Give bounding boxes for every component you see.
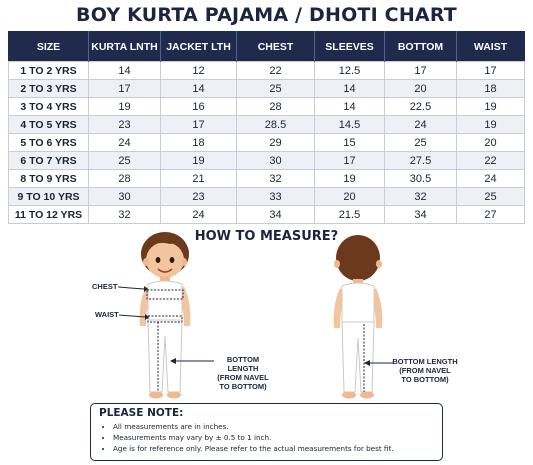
measurement-cell: 14.5 [315, 116, 385, 134]
waist-label: WAIST [95, 310, 119, 319]
measurement-cell: 12 [161, 62, 237, 80]
measurement-cell: 28 [237, 98, 315, 116]
measurement-cell: 30 [237, 152, 315, 170]
measurement-cell: 14 [89, 62, 161, 80]
measurement-cell: 20 [315, 188, 385, 206]
measurement-cell: 22 [457, 152, 525, 170]
table-row [9, 62, 525, 80]
measurement-cell: 32 [237, 170, 315, 188]
size-cell: 8 TO 9 YRS [9, 170, 89, 188]
measurement-cell: 17 [89, 80, 161, 98]
measurement-cell: 24 [161, 206, 237, 224]
measurement-cell: 34 [385, 206, 457, 224]
column-header: JACKET LTH [161, 32, 237, 62]
measurement-cell: 19 [457, 116, 525, 134]
measurement-cell: 17 [315, 152, 385, 170]
measurement-cell: 30.5 [385, 170, 457, 188]
measurement-cell: 24 [457, 170, 525, 188]
note-item: • Measurements may vary by ± 0.5 to 1 inch. [113, 432, 434, 443]
measurement-cell: 21.5 [315, 206, 385, 224]
table-row [9, 116, 525, 134]
measurement-cell: 16 [161, 98, 237, 116]
boy-back-illustration [318, 224, 398, 402]
size-cell: 11 TO 12 YRS [9, 206, 89, 224]
column-header: KURTA LNTH [89, 32, 161, 62]
front-bottom-arrow [170, 356, 214, 366]
measurement-cell: 20 [457, 134, 525, 152]
column-header: SIZE [9, 32, 89, 62]
table-row [9, 80, 525, 98]
measurement-cell: 25 [457, 188, 525, 206]
table-row [9, 152, 525, 170]
measurement-cell: 21 [161, 170, 237, 188]
column-header: CHEST [237, 32, 315, 62]
size-cell: 2 TO 3 YRS [9, 80, 89, 98]
size-chart-table [8, 31, 525, 224]
table-header-row [9, 32, 525, 62]
measurement-cell: 32 [89, 206, 161, 224]
measurement-cell: 14 [315, 80, 385, 98]
table-row [9, 98, 525, 116]
measurement-cell: 22.5 [385, 98, 457, 116]
note-heading: PLEASE NOTE: [99, 407, 184, 419]
front-bottom-length-label: BOTTOM LENGTH (FROM NAVEL TO BOTTOM) [217, 355, 269, 391]
measurement-cell: 22 [237, 62, 315, 80]
measurement-cell: 19 [161, 152, 237, 170]
measurement-cell: 19 [315, 170, 385, 188]
measurement-cell: 19 [89, 98, 161, 116]
size-cell: 1 TO 2 YRS [9, 62, 89, 80]
measurement-cell: 14 [161, 80, 237, 98]
measurement-cell: 28 [89, 170, 161, 188]
measurement-cell: 23 [161, 188, 237, 206]
please-note-box [90, 403, 443, 461]
measurement-cell: 24 [89, 134, 161, 152]
how-to-measure-heading: HOW TO MEASURE? [194, 229, 339, 244]
chart-title: BOY KURTA PAJAMA / DHOTI CHART [76, 4, 457, 26]
measurement-cell: 18 [161, 134, 237, 152]
note-item: • Age is for reference only. Please refer to the actual measurements for best fit. [113, 443, 434, 454]
note-item: • All measurements are in inches. [113, 421, 434, 432]
column-header: SLEEVES [315, 32, 385, 62]
table-row [9, 188, 525, 206]
measurement-cell: 29 [237, 134, 315, 152]
measurement-cell: 32 [385, 188, 457, 206]
measurement-cell: 27.5 [385, 152, 457, 170]
table-row [9, 134, 525, 152]
note-list [99, 421, 434, 454]
table-row [9, 170, 525, 188]
waist-arrow [119, 311, 149, 321]
column-header: WAIST [457, 32, 525, 62]
size-cell: 5 TO 6 YRS [9, 134, 89, 152]
measurement-cell: 25 [237, 80, 315, 98]
measurement-cell: 34 [237, 206, 315, 224]
measurement-cell: 30 [89, 188, 161, 206]
size-cell: 6 TO 7 YRS [9, 152, 89, 170]
size-cell: 3 TO 4 YRS [9, 98, 89, 116]
chest-label: CHEST [92, 282, 118, 291]
measurement-cell: 17 [457, 62, 525, 80]
measurement-cell: 25 [89, 152, 161, 170]
measurement-cell: 15 [315, 134, 385, 152]
measurement-cell: 14 [315, 98, 385, 116]
measurement-cell: 24 [385, 116, 457, 134]
size-cell: 4 TO 5 YRS [9, 116, 89, 134]
measurement-cell: 20 [385, 80, 457, 98]
measurement-cell: 28.5 [237, 116, 315, 134]
table-row [9, 206, 525, 224]
size-cell: 9 TO 10 YRS [9, 188, 89, 206]
measurement-cell: 17 [385, 62, 457, 80]
column-header: BOTTOM [385, 32, 457, 62]
chest-arrow [118, 283, 148, 293]
measurement-cell: 23 [89, 116, 161, 134]
back-bottom-length-label: BOTTOM LENGTH (FROM NAVEL TO BOTTOM) [392, 357, 458, 384]
measurement-cell: 19 [457, 98, 525, 116]
measurement-cell: 25 [385, 134, 457, 152]
back-bottom-arrow [364, 358, 394, 368]
measurement-cell: 17 [161, 116, 237, 134]
measurement-cell: 27 [457, 206, 525, 224]
measurement-cell: 12.5 [315, 62, 385, 80]
measurement-cell: 18 [457, 80, 525, 98]
measurement-cell: 33 [237, 188, 315, 206]
